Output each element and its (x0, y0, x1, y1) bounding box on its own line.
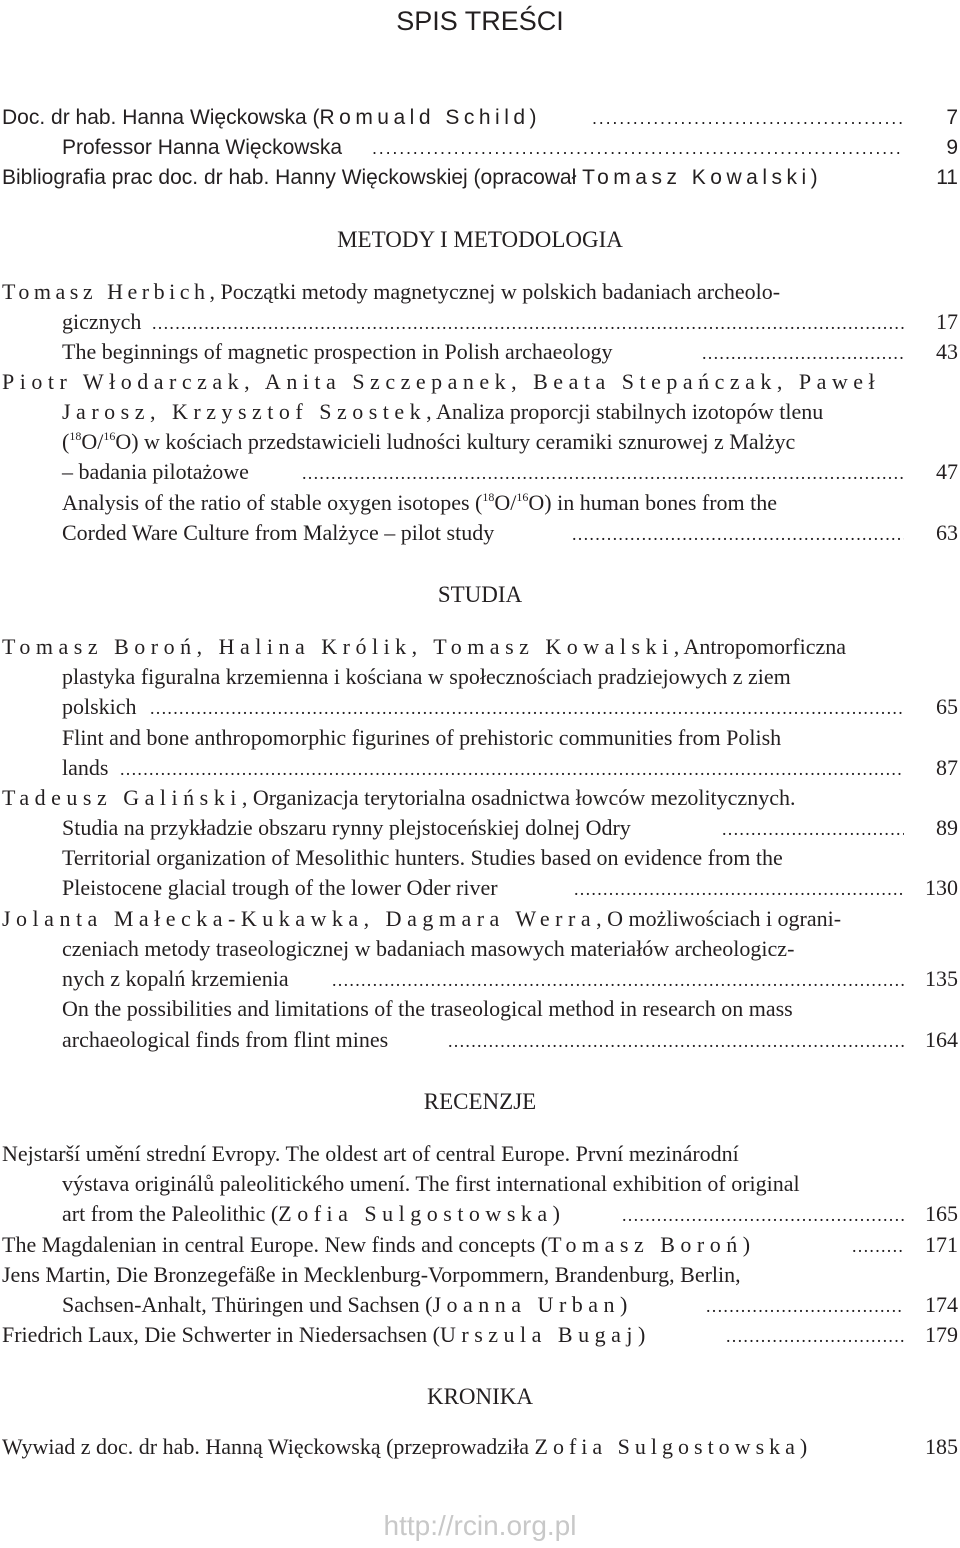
entry-text-end: ) (799, 1434, 808, 1459)
dot-leader (574, 873, 904, 903)
page-number: 171 (925, 1232, 958, 1257)
toc-entry-galinski-en-2 (0, 873, 960, 903)
page-number: 9 (946, 136, 958, 159)
entry-author: Jarosz, Krzysztof Szostek (62, 399, 427, 424)
toc-entry-review-3-2 (0, 1290, 960, 1320)
entry-author: Tomasz Kowalski (582, 166, 811, 189)
superscript-18: 18 (482, 490, 495, 504)
entry-text: Studia na przykładzie obszaru rynny plejstoceńskiej dolnej Odry (62, 815, 631, 840)
toc-entry-boron-en (0, 723, 960, 753)
toc-entry-boron-2 (0, 662, 960, 692)
section-heading-studia: STUDIA (437, 582, 523, 607)
entry-text: Corded Ware Culture from Malżyce – pilot study (62, 520, 495, 545)
entry-author: Tomasz Boroń, Halina Królik, Tomasz Kowalski (2, 634, 674, 659)
dot-leader (572, 518, 904, 548)
toc-entry-review-2 (0, 1230, 960, 1260)
entry-text: polskich (62, 694, 137, 719)
toc-entry-wlodarczak-en-2 (0, 518, 960, 548)
entry-text: Pleistocene glacial trough of the lower Oder river (62, 875, 498, 900)
entry-text: Jens Martin, Die Bronzegefäße in Mecklenburg-Vorpommern, Brandenburg, Berlin, (2, 1262, 741, 1287)
toc-entry-wlodarczak-4 (0, 457, 960, 487)
page-number: 89 (936, 815, 958, 840)
toc-entry-galinski (0, 783, 960, 813)
toc-entry-front-2 (0, 133, 960, 163)
page-number: 130 (925, 875, 958, 900)
toc-entry-malecka-en (0, 994, 960, 1024)
dot-leader (702, 337, 904, 367)
entry-text: The Magdalenian in central Europe. New finds and concepts ( (2, 1232, 549, 1257)
entry-text: archaeological finds from flint mines (62, 1027, 389, 1052)
entry-author: Tomasz Herbich (2, 279, 210, 304)
superscript-16: 16 (103, 429, 116, 443)
toc-entry-review-1 (0, 1139, 960, 1169)
entry-text: , Analiza proporcji stabilnych izotopów tlenu (426, 399, 824, 424)
entry-text-end: ) (637, 1322, 646, 1347)
dot-leader (372, 133, 904, 163)
section-heading-recenzje: RECENZJE (423, 1089, 537, 1114)
entry-text: , O możliwościach i ograni- (596, 906, 842, 931)
entry-text: Bibliografia prac doc. dr hab. Hanny Więckowskiej (opracował (2, 166, 583, 189)
entry-author: Piotr Włodarczak, Anita Szczepanek, Beata Stepańczak, Paweł (2, 369, 881, 394)
toc-entry-malecka (0, 904, 960, 934)
entry-text: Friedrich Laux, Die Schwerter in Niedersachsen ( (2, 1322, 441, 1347)
page-number: 63 (936, 520, 958, 545)
page-number: 43 (936, 339, 958, 364)
entry-text: , Organizacja terytorialna osadnictwa łowców mezolitycznych. (241, 785, 796, 810)
entry-author: Zofia Sulgostowska (278, 1201, 553, 1226)
paren: ( (62, 429, 70, 454)
entry-text: Wywiad z doc. dr hab. Hanną Więckowską (przeprowadziła (2, 1434, 535, 1459)
toc-entry-boron (0, 632, 960, 662)
entry-text: Flint and bone anthropomorphic figurines of prehistoric communities from Polish (62, 725, 782, 750)
entry-author: Tadeusz Galiński (2, 785, 242, 810)
superscript-18: 18 (69, 429, 82, 443)
entry-text-end: O) in human bones from the (528, 490, 778, 515)
dot-leader (722, 813, 904, 843)
toc-entry-herbich-en (0, 337, 960, 367)
entry-text: czeniach metody traseologicznej w badaniach masowych materiałów archeologicz- (62, 936, 795, 961)
superscript-16: 16 (516, 490, 529, 504)
page-title: SPIS TREŚCI (396, 6, 564, 36)
isotope-o: O/ (81, 429, 104, 454)
toc-entry-malecka-2 (0, 934, 960, 964)
toc-entry-herbich-cont (0, 307, 960, 337)
dot-leader (448, 1025, 904, 1055)
page-number: 47 (936, 459, 958, 484)
toc-entry-wlodarczak-3 (0, 427, 960, 457)
dot-leader (302, 457, 904, 487)
section-heading-metody: METODY I METODOLOGIA (337, 227, 623, 252)
toc-entry-wlodarczak-2 (0, 397, 960, 427)
dot-leader (622, 1199, 904, 1229)
footer-url-watermark: http://rcin.org.pl (383, 1510, 577, 1541)
isotope-o: O/ (494, 490, 517, 515)
entry-text-end: ) (620, 1292, 628, 1317)
toc-entry-front-3 (0, 163, 960, 193)
toc-entry-kronika (0, 1432, 960, 1462)
toc-entry-front-1 (0, 103, 960, 133)
section-heading-kronika: KRONIKA (426, 1384, 534, 1409)
entry-text-end: ) (742, 1232, 751, 1257)
entry-author: Joanna Urban (432, 1292, 621, 1317)
toc-entry-review-3 (0, 1260, 960, 1290)
page-number: 17 (936, 309, 958, 334)
dot-leader (726, 1320, 904, 1350)
entry-text-end: ) (529, 106, 537, 129)
entry-text: art from the Paleolithic ( (62, 1201, 279, 1226)
toc-entry-boron-3 (0, 692, 960, 722)
dot-leader (592, 103, 904, 133)
entry-text: , Antropomorficzna (673, 634, 847, 659)
entry-text: gicznych (62, 309, 142, 334)
dot-leader (120, 753, 904, 783)
dot-leader (150, 692, 904, 722)
page-number: 135 (925, 966, 958, 991)
toc-entry-wlodarczak (0, 367, 960, 397)
entry-text-end: ) (552, 1201, 560, 1226)
page-number: 185 (925, 1434, 958, 1459)
toc-entry-review-4 (0, 1320, 960, 1350)
entry-text: Sachsen-Anhalt, Thüringen und Sachsen ( (62, 1292, 433, 1317)
entry-text: Nejstarší umění strední Evropy. The oldest art of central Europe. První mezinárodní (2, 1141, 739, 1166)
entry-text: výstava originálů paleolitického umení. The first international exhibition of original (62, 1171, 800, 1196)
entry-text: O) w kościach przedstawicieli ludności kultury ceramiki sznurowej z Malżyc (115, 429, 796, 454)
toc-entry-review-1-2 (0, 1169, 960, 1199)
dot-leader (706, 1290, 904, 1320)
page-number: 179 (925, 1322, 958, 1347)
entry-author: Zofia Sulgostowska (534, 1434, 800, 1459)
page-number: 65 (936, 694, 958, 719)
toc-entry-wlodarczak-en (0, 488, 960, 518)
toc-entry-malecka-en-2 (0, 1025, 960, 1055)
page-number: 11 (936, 166, 958, 189)
entry-author: Tomasz Boroń (548, 1232, 743, 1257)
entry-text: Doc. dr hab. Hanna Więckowska ( (2, 106, 320, 129)
entry-text: The beginnings of magnetic prospection in Polish archaeology (62, 339, 613, 364)
page-number: 164 (925, 1027, 958, 1052)
dot-leader (152, 307, 904, 337)
page-number: 7 (946, 106, 958, 129)
entry-text: Professor Hanna Więckowska (62, 136, 343, 159)
entry-text-end: ) (810, 166, 818, 189)
entry-author: Romuald Schild (319, 106, 530, 129)
toc-entry-galinski-2 (0, 813, 960, 843)
toc-entry-malecka-3 (0, 964, 960, 994)
toc-entry-galinski-en (0, 843, 960, 873)
entry-text: , Początki metody magnetycznej w polskich badaniach archeolo- (209, 279, 781, 304)
entry-text: plastyka figuralna krzemienna i kościana w społecznościach pradziejowych z ziem (62, 664, 791, 689)
entry-text: On the possibilities and limitations of the traseological method in research on mass (62, 996, 793, 1021)
entry-author: Urszula Bugaj (440, 1322, 638, 1347)
page-number: 87 (936, 755, 958, 780)
page-number: 174 (925, 1292, 958, 1317)
toc-entry-review-1-3 (0, 1199, 960, 1229)
entry-text: Analysis of the ratio of stable oxygen isotopes ( (62, 490, 483, 515)
entry-text: Territorial organization of Mesolithic hunters. Studies based on evidence from the (62, 845, 783, 870)
dot-leader (852, 1230, 904, 1260)
toc-entry-boron-en-2 (0, 753, 960, 783)
toc-entry-herbich (0, 277, 960, 307)
entry-author: Jolanta Małecka-Kukawka, Dagmara Werra (2, 906, 597, 931)
dot-leader (332, 964, 904, 994)
entry-text: nych z kopalń krzemienia (62, 966, 289, 991)
entry-text: – badania pilotażowe (62, 459, 249, 484)
entry-text: lands (62, 755, 109, 780)
page-number: 165 (925, 1201, 958, 1226)
